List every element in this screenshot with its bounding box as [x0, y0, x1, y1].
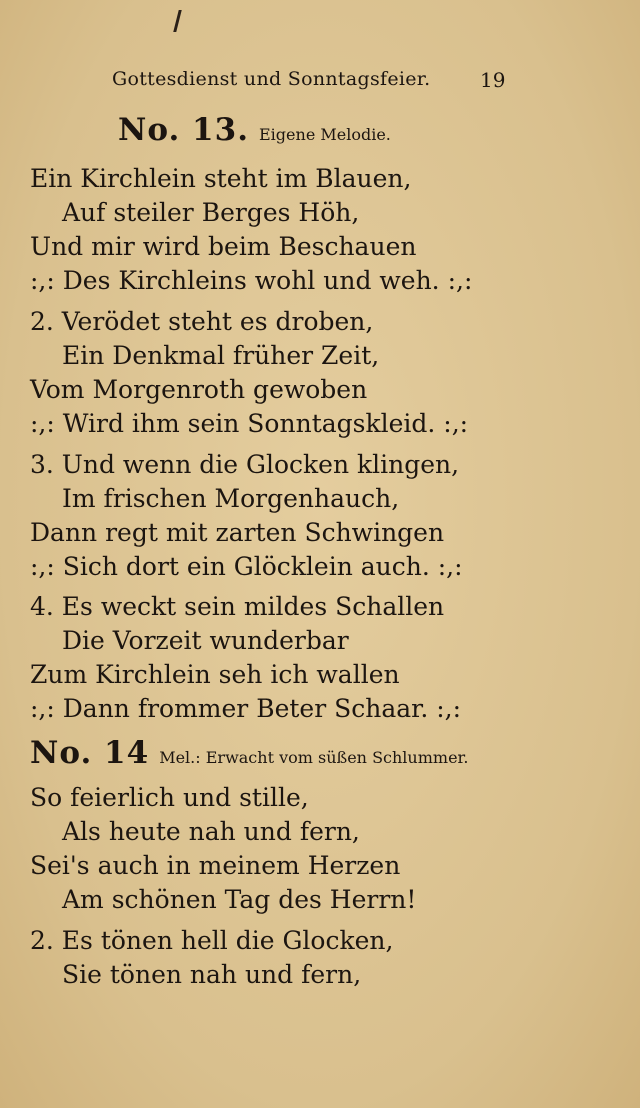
hymn-number: No. 14 [30, 735, 150, 771]
running-head: Gottesdienst und Sonntagsfeier. [112, 68, 431, 90]
verse-line: Dann regt mit zarten Schwingen [30, 518, 445, 547]
hymn-13-stanza-1 [30, 162, 472, 298]
verse-line: So feierlich und stille, [30, 783, 309, 812]
hymn-13-heading [118, 112, 391, 148]
verse-line: Und mir wird beim Beschauen [30, 232, 417, 261]
hymn-13-stanza-3 [30, 448, 463, 584]
verse-line: 2. Es tönen hell die Glocken, [30, 926, 394, 955]
verse-line: Am schönen Tag des Herrn! [62, 885, 417, 914]
melody-note: Eigene Melodie. [259, 125, 391, 144]
melody-note: Mel.: Erwacht vom süßen Schlummer. [159, 748, 469, 767]
hymn-14-stanza-2 [30, 924, 393, 992]
verse-line: Ein Denkmal früher Zeit, [62, 341, 380, 370]
verse-line: Auf steiler Berges Höh, [62, 198, 360, 227]
verse-line: Im frischen Morgenhauch, [62, 484, 400, 513]
verse-line: Vom Morgenroth gewoben [30, 375, 368, 404]
verse-line: 4. Es weckt sein mildes Schallen [30, 592, 445, 621]
page-number: 19 [480, 68, 506, 92]
verse-line: 2. Verödet steht es droben, [30, 307, 374, 336]
hymn-14-heading [30, 735, 469, 771]
verse-line: Zum Kirchlein seh ich wallen [30, 660, 400, 689]
verse-line: Als heute nah und fern, [62, 817, 360, 846]
verse-line: Die Vorzeit wunderbar [62, 626, 349, 655]
hymn-13-stanza-4 [30, 590, 461, 726]
hymn-14-stanza-1 [30, 781, 416, 917]
verse-line: :,: Dann frommer Beter Schaar. :,: [30, 694, 462, 723]
verse-line: Sei's auch in meinem Herzen [30, 851, 401, 880]
verse-line: Ein Kirchlein steht im Blauen, [30, 164, 412, 193]
hymn-13-stanza-2 [30, 305, 468, 441]
verse-line: 3. Und wenn die Glocken klingen, [30, 450, 460, 479]
verse-line: :,: Sich dort ein Glöcklein auch. :,: [30, 552, 463, 581]
verse-line: :,: Wird ihm sein Sonntagskleid. :,: [30, 409, 469, 438]
hymn-number: No. 13. [118, 112, 249, 148]
printer-mark [173, 10, 181, 32]
verse-line: Sie tönen nah und fern, [62, 960, 362, 989]
verse-line: :,: Des Kirchleins wohl und weh. :,: [30, 266, 473, 295]
